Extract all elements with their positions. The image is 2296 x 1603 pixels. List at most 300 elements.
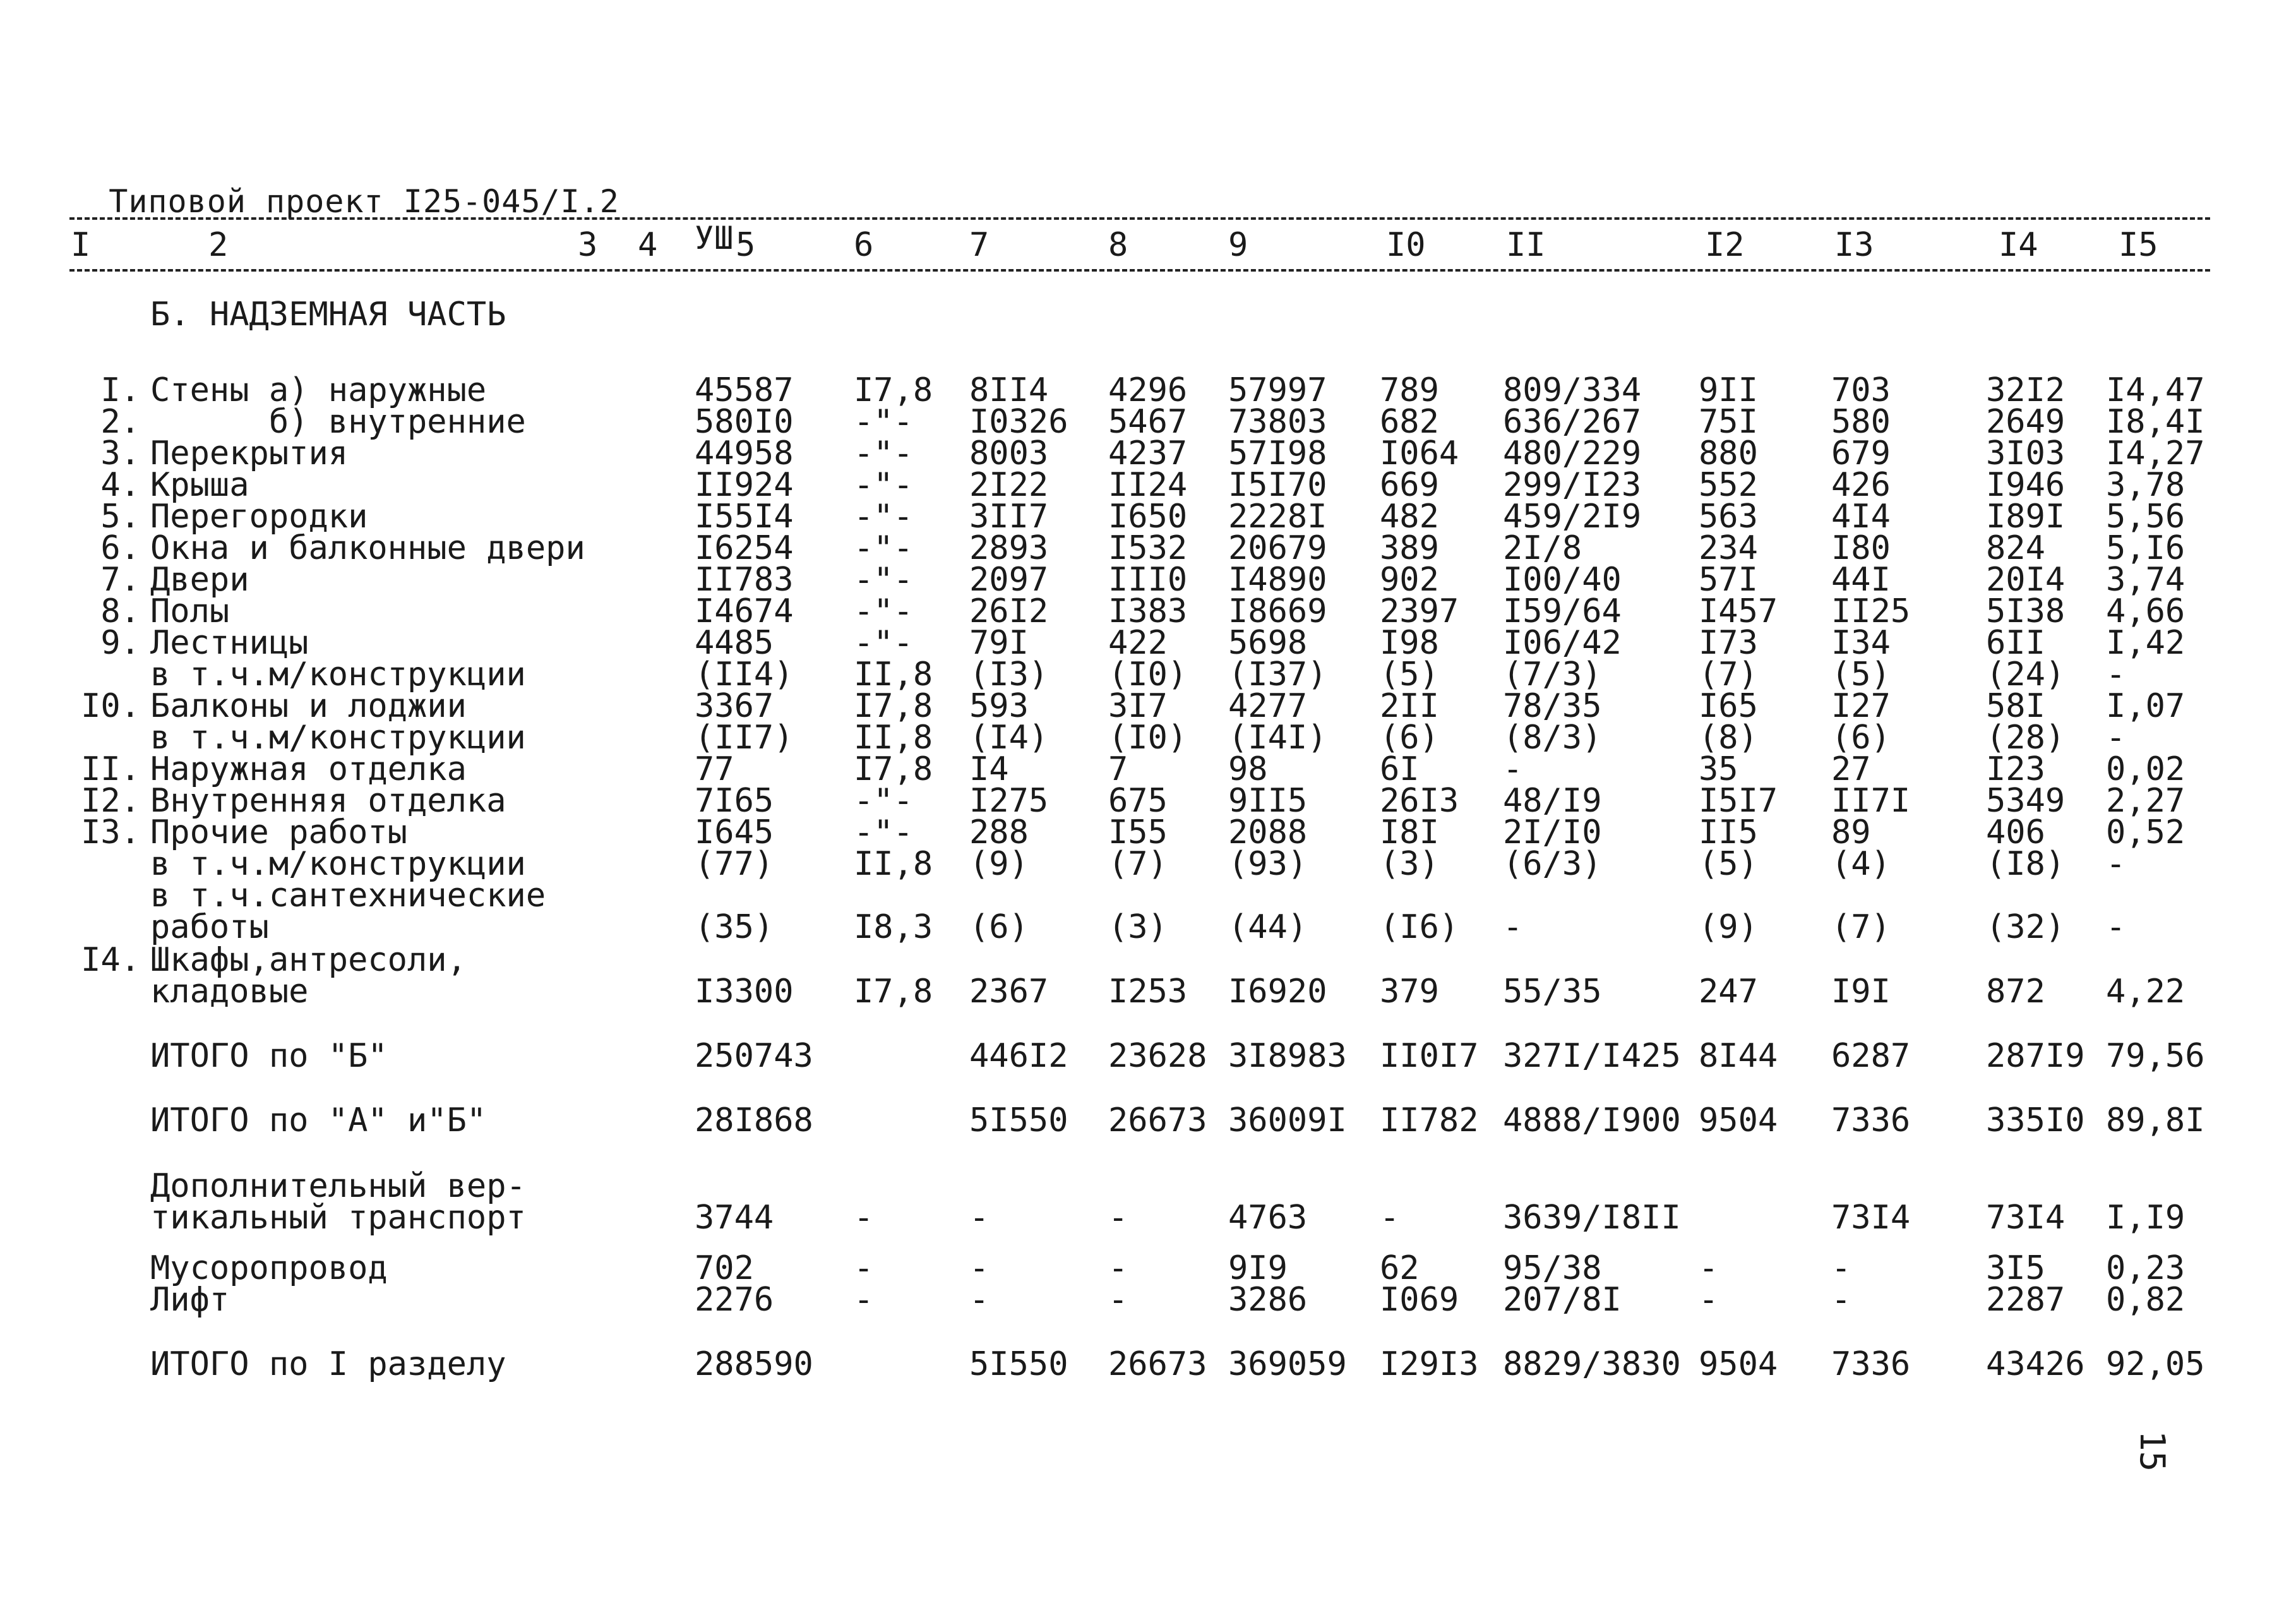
table-row (0, 687, 2296, 725)
cell-col-14: 824 (1986, 529, 2045, 567)
cell-col-11: 2I/I0 (1503, 814, 1602, 851)
cell-col-15: 79,56 (2106, 1037, 2205, 1075)
cell-col-14: 6II (1986, 624, 2045, 662)
row-label: Перегородки (150, 498, 368, 536)
cell-col-9: 9II5 (1228, 782, 1308, 820)
cell-col-5: 28I868 (695, 1102, 813, 1139)
table-row (0, 845, 2296, 883)
cell-col-13: (7) (1831, 908, 1891, 946)
cell-col-13: I27 (1831, 687, 1891, 725)
cell-col-7: 26I2 (969, 592, 1049, 630)
cell-col-13: II7I (1831, 782, 1911, 820)
cell-col-9: I6920 (1228, 973, 1327, 1011)
cell-col-11: 327I/I425 (1503, 1037, 1681, 1075)
col-number: I0 (1386, 226, 1426, 264)
cell-col-14: 20I4 (1986, 561, 2066, 599)
table-row (0, 1167, 2296, 1205)
table-row (0, 782, 2296, 820)
cell-col-10: 669 (1380, 466, 1439, 504)
cell-col-13: (5) (1831, 656, 1891, 693)
cell-col-10: 789 (1380, 371, 1439, 409)
project-title: Типовой проект I25-045/I.2 (109, 183, 619, 220)
cell-col-13: I9I (1831, 973, 1891, 1011)
cell-col-12: I65 (1699, 687, 1758, 725)
col-number: 9 (1228, 226, 1248, 264)
cell-col-14: 32I2 (1986, 371, 2066, 409)
row-label: б) внутренние (150, 403, 526, 441)
row-number: 8. (100, 592, 140, 630)
cell-col-5: 250743 (695, 1037, 813, 1075)
row-label: Полы (150, 592, 230, 630)
cell-col-11: 78/35 (1503, 687, 1602, 725)
table-row (0, 624, 2296, 662)
cell-col-9: 9I9 (1228, 1249, 1288, 1287)
cell-col-11: 3639/I8II (1503, 1199, 1681, 1237)
cell-col-10: 389 (1380, 529, 1439, 567)
cell-col-9: 57997 (1228, 371, 1327, 409)
cell-col-9: 2228I (1228, 498, 1327, 536)
cell-col-15: I,I9 (2106, 1199, 2185, 1237)
cell-col-11: - (1503, 908, 1523, 946)
cell-col-10: 26I3 (1380, 782, 1459, 820)
cell-col-6: - (854, 1249, 874, 1287)
cell-col-10: 482 (1380, 498, 1439, 536)
cell-col-9: 20679 (1228, 529, 1327, 567)
col-number: 2 (208, 226, 229, 264)
cell-col-8: I532 (1108, 529, 1188, 567)
cell-col-11: 4888/I900 (1503, 1102, 1681, 1139)
row-number: 2. (100, 403, 140, 441)
cell-col-13: 4I4 (1831, 498, 1891, 536)
cell-col-7: 3II7 (969, 498, 1049, 536)
cell-col-8: 23628 (1108, 1037, 1207, 1075)
cell-col-6: - (854, 1199, 874, 1237)
cell-col-13: (4) (1831, 845, 1891, 883)
table-row (0, 1281, 2296, 1319)
cell-col-5: I3300 (695, 973, 794, 1011)
col-number: 5 (736, 226, 756, 264)
cell-col-9: (44) (1228, 908, 1308, 946)
cell-col-6: I7,8 (854, 973, 933, 1011)
cell-col-15: - (2106, 908, 2126, 946)
cell-col-7: (I4) (969, 719, 1049, 757)
table-row (0, 908, 2296, 946)
cell-col-10: II0I7 (1380, 1037, 1479, 1075)
cell-col-9: 36009I (1228, 1102, 1347, 1139)
row-number: 5. (100, 498, 140, 536)
cell-col-12: 75I (1699, 403, 1758, 441)
cell-col-7: - (969, 1199, 990, 1237)
col-number: I (71, 226, 91, 264)
cell-col-6: II,8 (854, 656, 933, 693)
row-label: Балконы и лоджии (150, 687, 467, 725)
col-number: I5 (2119, 226, 2158, 264)
cell-col-14: 3I5 (1986, 1249, 2045, 1287)
row-number: 7. (100, 561, 140, 599)
cell-col-6: II,8 (854, 845, 933, 883)
cell-col-6: -"- (854, 466, 913, 504)
row-number: 9. (100, 624, 140, 662)
cell-col-8: I383 (1108, 592, 1188, 630)
cell-col-7: (6) (969, 908, 1029, 946)
cell-col-15: 0,52 (2106, 814, 2185, 851)
row-label: Наружная отделка (150, 750, 467, 788)
cell-col-6: -"- (854, 529, 913, 567)
cell-col-13: - (1831, 1281, 1851, 1319)
cell-col-7: (9) (969, 845, 1029, 883)
cell-col-8: I55 (1108, 814, 1168, 851)
cell-col-12: I457 (1699, 592, 1778, 630)
cell-col-13: 73I4 (1831, 1199, 1911, 1237)
cell-col-12: 552 (1699, 466, 1758, 504)
table-row (0, 466, 2296, 504)
row-number: I4. (81, 941, 140, 979)
cell-col-11: 207/8I (1503, 1281, 1622, 1319)
cell-col-6: I7,8 (854, 687, 933, 725)
cell-col-14: 3I03 (1986, 435, 2066, 472)
cell-col-8: (I0) (1108, 719, 1188, 757)
cell-col-13: 7336 (1831, 1102, 1911, 1139)
cell-col-10: (3) (1380, 845, 1439, 883)
cell-col-12: (5) (1699, 845, 1758, 883)
cell-col-11: 459/2I9 (1503, 498, 1642, 536)
cell-col-11: 636/267 (1503, 403, 1642, 441)
cell-col-8: 422 (1108, 624, 1168, 662)
cell-col-10: I069 (1380, 1281, 1459, 1319)
cell-col-5: I55I4 (695, 498, 794, 536)
cell-col-7: 8003 (969, 435, 1049, 472)
cell-col-7: 2I22 (969, 466, 1049, 504)
cell-col-8: 7 (1108, 750, 1128, 788)
row-label: в т.ч.м/конструкции (150, 719, 526, 757)
cell-col-14: (32) (1986, 908, 2066, 946)
table-row (0, 498, 2296, 536)
cell-col-5: 3744 (695, 1199, 774, 1237)
cell-col-12: 9504 (1699, 1102, 1778, 1139)
cell-col-7: (I3) (969, 656, 1049, 693)
cell-col-8: I253 (1108, 973, 1188, 1011)
cell-col-14: (24) (1986, 656, 2066, 693)
cell-col-13: I34 (1831, 624, 1891, 662)
table-row (0, 750, 2296, 788)
cell-col-12: I5I7 (1699, 782, 1778, 820)
cell-col-6: -"- (854, 435, 913, 472)
cell-col-12: 57I (1699, 561, 1758, 599)
cell-col-5: II783 (695, 561, 794, 599)
cell-col-10: 379 (1380, 973, 1439, 1011)
cell-col-8: - (1108, 1281, 1128, 1319)
cell-col-7: 5I550 (969, 1102, 1068, 1139)
cell-col-15: 5,I6 (2106, 529, 2185, 567)
cell-col-14: 406 (1986, 814, 2045, 851)
cell-col-7: I0326 (969, 403, 1068, 441)
cell-col-5: (35) (695, 908, 774, 946)
cell-col-15: 89,8I (2106, 1102, 2205, 1139)
cell-col-11: 8829/3830 (1503, 1345, 1681, 1383)
cell-col-7: 288 (969, 814, 1029, 851)
cell-col-14: (I8) (1986, 845, 2066, 883)
cell-col-12: 8I44 (1699, 1037, 1778, 1075)
cell-col-13: II25 (1831, 592, 1911, 630)
row-label: Дополнительный вер- (150, 1167, 526, 1205)
cell-col-15: 0,02 (2106, 750, 2185, 788)
col-number: 6 (854, 226, 874, 264)
row-label: Мусоропровод (150, 1249, 388, 1287)
row-number: 4. (100, 466, 140, 504)
cell-col-9: 4763 (1228, 1199, 1308, 1237)
cell-col-14: 335I0 (1986, 1102, 2085, 1139)
col-number: 3 (578, 226, 598, 264)
cell-col-6: -"- (854, 782, 913, 820)
cell-col-8: (I0) (1108, 656, 1188, 693)
cell-col-15: - (2106, 845, 2126, 883)
row-number: 6. (100, 529, 140, 567)
cell-col-9: 98 (1228, 750, 1268, 788)
col-number: I3 (1834, 226, 1874, 264)
cell-col-15: 0,82 (2106, 1281, 2185, 1319)
row-label: в т.ч.м/конструкции (150, 845, 526, 883)
cell-col-5: 45587 (695, 371, 794, 409)
cell-col-11: (8/3) (1503, 719, 1602, 757)
cell-col-11: 299/I23 (1503, 466, 1642, 504)
cell-col-5: (II7) (695, 719, 794, 757)
cell-col-5: I645 (695, 814, 774, 851)
cell-col-12: 9II (1699, 371, 1758, 409)
cell-col-10: I29I3 (1380, 1345, 1479, 1383)
table-row (0, 561, 2296, 599)
cell-col-5: 77 (695, 750, 734, 788)
cell-col-10: I8I (1380, 814, 1439, 851)
row-label: Внутренняя отделка (150, 782, 506, 820)
table-row (0, 941, 2296, 979)
cell-col-15: 4,22 (2106, 973, 2185, 1011)
cell-col-12: - (1699, 1249, 1719, 1287)
cell-col-14: 872 (1986, 973, 2045, 1011)
cell-col-12: (8) (1699, 719, 1758, 757)
cell-col-8: 26673 (1108, 1102, 1207, 1139)
table-row (0, 1249, 2296, 1287)
cell-col-6: -"- (854, 814, 913, 851)
cell-col-7: 446I2 (969, 1037, 1068, 1075)
cell-col-5: II924 (695, 466, 794, 504)
row-number: I3. (81, 814, 140, 851)
cell-col-15: 4,66 (2106, 592, 2185, 630)
col-number: 7 (969, 226, 990, 264)
cell-col-10: I064 (1380, 435, 1459, 472)
cell-col-13: 703 (1831, 371, 1891, 409)
cell-col-5: 44958 (695, 435, 794, 472)
cell-col-9: I5I70 (1228, 466, 1327, 504)
cell-col-7: 2097 (969, 561, 1049, 599)
cell-col-6: -"- (854, 561, 913, 599)
cell-col-5: 4485 (695, 624, 774, 662)
cell-col-9: (I37) (1228, 656, 1327, 693)
cell-col-13: (6) (1831, 719, 1891, 757)
cell-col-6: I7,8 (854, 750, 933, 788)
cell-col-15: 5,56 (2106, 498, 2185, 536)
row-label: ИТОГО по "Б" (150, 1037, 388, 1075)
cell-col-10: I98 (1380, 624, 1439, 662)
cell-col-12: II5 (1699, 814, 1758, 851)
cell-col-7: 79I (969, 624, 1029, 662)
table-row (0, 529, 2296, 567)
cell-col-14: 2287 (1986, 1281, 2066, 1319)
cell-col-15: 92,05 (2106, 1345, 2205, 1383)
cell-col-12: 563 (1699, 498, 1758, 536)
cell-col-9: 73803 (1228, 403, 1327, 441)
table-row (0, 877, 2296, 915)
table-row (0, 1104, 2296, 1137)
cell-col-5: 7I65 (695, 782, 774, 820)
cell-col-7: 2893 (969, 529, 1049, 567)
row-label: в т.ч.сантехнические (150, 877, 546, 915)
row-label: Лестницы (150, 624, 309, 662)
cell-col-8: II24 (1108, 466, 1188, 504)
cell-col-13: I80 (1831, 529, 1891, 567)
cell-col-15: I,07 (2106, 687, 2185, 725)
row-number: 3. (100, 435, 140, 472)
cell-col-14: 5I38 (1986, 592, 2066, 630)
row-label: Шкафы,антресоли, (150, 941, 467, 979)
cell-col-9: (93) (1228, 845, 1308, 883)
table-row (0, 658, 2296, 691)
row-label: Перекрытия (150, 435, 349, 472)
cell-col-13: 580 (1831, 403, 1891, 441)
cell-col-15: I8,4I (2106, 403, 2205, 441)
table-row (0, 592, 2296, 630)
cell-col-8: - (1108, 1249, 1128, 1287)
col-number: 8 (1108, 226, 1128, 264)
cell-col-5: 702 (695, 1249, 754, 1287)
cell-col-6: I8,3 (854, 908, 933, 946)
cell-col-9: (I4I) (1228, 719, 1327, 757)
cell-col-9: 4277 (1228, 687, 1308, 725)
cell-col-11: 2I/8 (1503, 529, 1582, 567)
cell-col-13: 44I (1831, 561, 1891, 599)
cell-col-7: - (969, 1281, 990, 1319)
cell-col-11: I00/40 (1503, 561, 1622, 599)
cell-col-11: - (1503, 750, 1523, 788)
cell-col-6: -"- (854, 403, 913, 441)
table-row (0, 1199, 2296, 1237)
cell-col-14: I23 (1986, 750, 2045, 788)
cell-col-8: 3I7 (1108, 687, 1168, 725)
cell-col-6: -"- (854, 592, 913, 630)
cell-col-15: I4,47 (2106, 371, 2205, 409)
cell-col-15: I,42 (2106, 624, 2185, 662)
row-label: тикальный транспорт (150, 1199, 526, 1237)
cell-col-12: (7) (1699, 656, 1758, 693)
cell-col-8: 4296 (1108, 371, 1188, 409)
cell-col-7: 8II4 (969, 371, 1049, 409)
cell-col-10: 682 (1380, 403, 1439, 441)
section-title: Б. НАДЗЕМНАЯ ЧАСТЬ (150, 296, 506, 333)
cell-col-8: (7) (1108, 845, 1168, 883)
row-label: Стены а) наружные (150, 371, 487, 409)
cell-col-9: 3286 (1228, 1281, 1308, 1319)
cell-col-15: - (2106, 656, 2126, 693)
cell-col-8: 675 (1108, 782, 1168, 820)
row-label: Крыша (150, 466, 249, 504)
row-label: Прочие работы (150, 814, 407, 851)
cell-col-8: 4237 (1108, 435, 1188, 472)
cell-col-10: (5) (1380, 656, 1439, 693)
row-label: работы (150, 908, 269, 946)
cell-col-14: 2649 (1986, 403, 2066, 441)
cell-col-11: (6/3) (1503, 845, 1602, 883)
cell-col-6: II,8 (854, 719, 933, 757)
cell-col-10: 6I (1380, 750, 1420, 788)
cell-col-10: (I6) (1380, 908, 1459, 946)
cell-col-9: 369059 (1228, 1345, 1347, 1383)
cell-col-9: 3I8983 (1228, 1037, 1347, 1075)
row-number: I. (100, 371, 140, 409)
table-row (0, 371, 2296, 409)
cell-col-7: I275 (969, 782, 1049, 820)
cell-col-5: 580I0 (695, 403, 794, 441)
row-label: Двери (150, 561, 249, 599)
row-label: ИТОГО по I разделу (150, 1345, 506, 1383)
cell-col-12: 247 (1699, 973, 1758, 1011)
cell-col-12: 234 (1699, 529, 1758, 567)
table-row (0, 437, 2296, 470)
cell-col-11: I06/42 (1503, 624, 1622, 662)
cell-col-8: (3) (1108, 908, 1168, 946)
cell-col-9: 57I98 (1228, 435, 1327, 472)
cell-col-12: 9504 (1699, 1345, 1778, 1383)
cell-col-13: 7336 (1831, 1345, 1911, 1383)
cell-col-14: 73I4 (1986, 1199, 2066, 1237)
row-label: Лифт (150, 1281, 230, 1319)
cell-col-6: -"- (854, 498, 913, 536)
cell-col-10: 2397 (1380, 592, 1459, 630)
col-number: II (1506, 226, 1546, 264)
cell-col-6: -"- (854, 624, 913, 662)
cell-col-7: 593 (969, 687, 1029, 725)
table-row (0, 973, 2296, 1011)
cell-col-12: - (1699, 1281, 1719, 1319)
cell-col-12: 35 (1699, 750, 1738, 788)
cell-col-14: I946 (1986, 466, 2066, 504)
cell-col-13: 89 (1831, 814, 1871, 851)
row-label: Окна и балконные двери (150, 529, 585, 567)
cell-col-12: (9) (1699, 908, 1758, 946)
cell-col-13: 6287 (1831, 1037, 1911, 1075)
table-row (0, 719, 2296, 757)
cell-col-14: 58I (1986, 687, 2045, 725)
cell-col-5: 288590 (695, 1345, 813, 1383)
cell-col-15: I4,27 (2106, 435, 2205, 472)
cell-col-14: 43426 (1986, 1345, 2085, 1383)
cell-col-11: 55/35 (1503, 973, 1602, 1011)
cell-col-14: (28) (1986, 719, 2066, 757)
table-row (0, 1345, 2296, 1383)
cell-col-15: - (2106, 719, 2126, 757)
cell-col-11: 809/334 (1503, 371, 1642, 409)
cell-col-5: (II4) (695, 656, 794, 693)
cell-col-6: - (854, 1281, 874, 1319)
cell-col-14: 5349 (1986, 782, 2066, 820)
row-number: I2. (81, 782, 140, 820)
cell-col-9: I8669 (1228, 592, 1327, 630)
table-row (0, 816, 2296, 849)
table-row (0, 1037, 2296, 1075)
cell-col-11: (7/3) (1503, 656, 1602, 693)
cell-col-8: - (1108, 1199, 1128, 1237)
cell-col-9: 2088 (1228, 814, 1308, 851)
cell-col-7: 2367 (969, 973, 1049, 1011)
sheet-mark: УШ (695, 220, 734, 256)
